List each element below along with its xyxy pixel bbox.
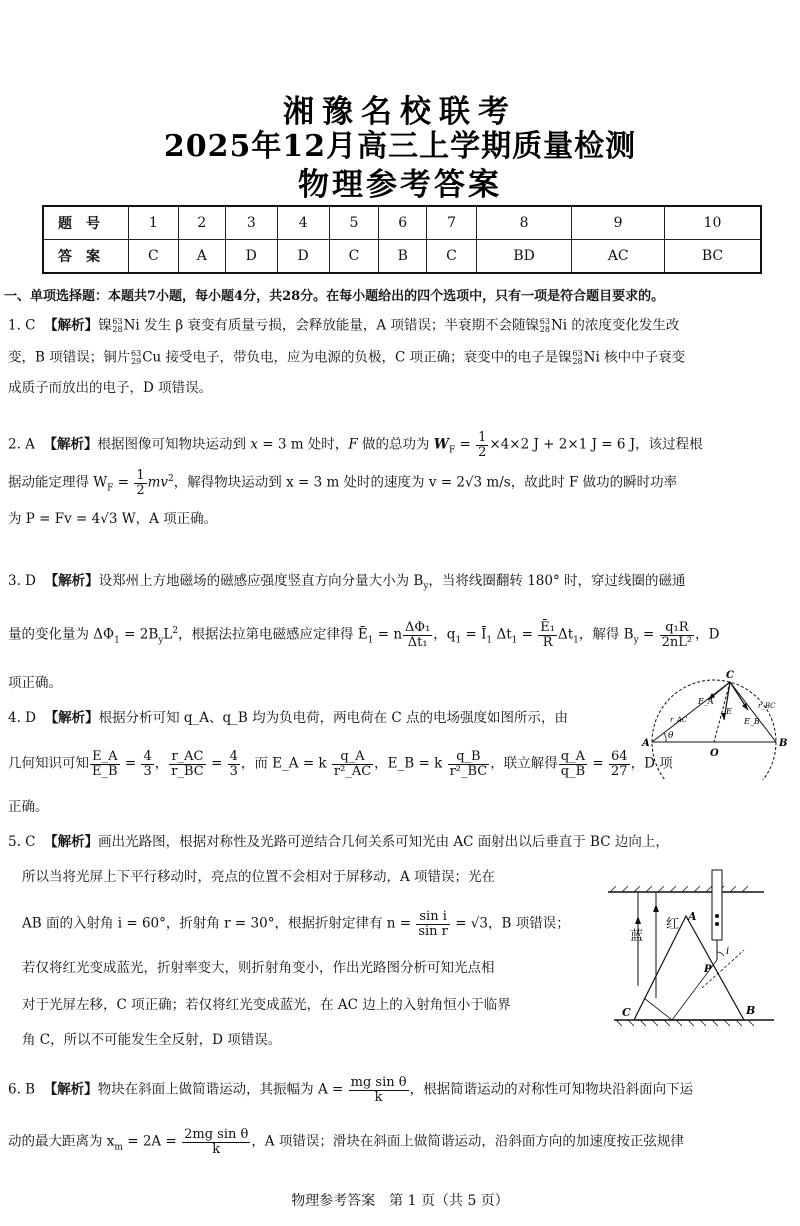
electric-field-diagram (640, 668, 790, 780)
q1-text: Cu 接受电子，带负电，应为电源的负极，C 项正确；衰变中的电子是镍 (142, 349, 572, 366)
q6-analysis-tag: 【解析】 (43, 1081, 98, 1098)
q2-analysis-tag: 【解析】 (43, 436, 98, 453)
question-number: 6 (379, 206, 427, 240)
reflected-ray (644, 998, 672, 1020)
answer-cell: B (379, 240, 427, 274)
answer-cell: BC (664, 240, 761, 274)
fraction: $\frac{1}{2}$ (136, 468, 145, 498)
laser-button (715, 922, 719, 926)
q1-text: 变，B 项错误；铜片 (8, 349, 131, 366)
question-number: 10 (664, 206, 761, 240)
answer-cell: C (329, 240, 379, 274)
q1-text: Ni 核中中子衰变 (583, 349, 686, 366)
answer-cell: A (178, 240, 225, 274)
section-heading-single-choice: 一、单项选择题：本题共7小题，每小题4分，共28分。在每小题给出的四个选项中，只有一项是符合题目要求的。 (4, 289, 665, 304)
question-number-header: 题号 (43, 206, 129, 240)
question-number: 8 (476, 206, 571, 240)
q5-analysis-tag: 【解析】 (44, 834, 99, 850)
theta-label: θ (668, 731, 674, 741)
exam-title-line1: 湘豫名校联考 (283, 94, 517, 130)
prism-optics-diagram (604, 868, 780, 1030)
line-bc (730, 682, 776, 742)
q4-answer: 4. D (8, 710, 36, 726)
point-b-label: B (779, 738, 788, 749)
exam-title-line2: 2025年12月高三上学期质量检测 (163, 129, 637, 164)
laser-pen (712, 870, 722, 940)
q5-answer: 5. C (8, 834, 36, 850)
point-a-label: A (642, 738, 650, 749)
arrow-head (635, 916, 641, 924)
angle-arc (664, 733, 666, 742)
answer-page: 湘豫名校联考 2025年12月高三上学期质量检测 物理参考答案 题号 1 2 3 4 5 6 7 8 9 10 答案 C A D D C B C BD AC BC 一、单项选择题：本题共7小题，每小题4分，共28分。在每小题给出的四个选项中，只有一项是符合题目要求的。 1. C 【解析】镍 63 28 Ni 发生 β 衰变有质量亏损，会释放能量，A 项错误；半衰期不会随镍 63 28 Ni 的浓度变化发生改 变，B 项错误；铜片 63 29 Cu 接受电子，带负电，应为电源的负极，C 项正确；衰变中的电子是镍 63 28 Ni 核中中子衰变 成质子而放出的电子，D 项错误。 2. A 【解析】根据图像可知物块运动到 x = 3 m 处时，F 做的总功为 $W_F$ = $\frac{1}{2}$ ×4×2 J + 2×1 J = 6 J，该过程根 据动能定理得 $W_F$ = $\frac{1}{2}$ $mv^2$，解得物块运动到 x = 3 m 处时的速度为 v = 2√3 m/s，故此时 F 做功的瞬时功率 为 P = Fv = 4√3 W，A 项正确。 3. D 【解析】设郑州上方地磁场的磁感应强度竖直方向分量大小为 $B_y$，当将线圈翻转 180° 时，穿过线圈的磁通 量的变化量为 $\Delta\Phi_1 = 2B_yL^2$，根据法拉第电磁感应定律得 $Ē_1 = n$ $\frac{\text{ΔΦ₁}}{\text{Δt₁}}$ ，$q_1$ = $Ī_1$ $\Delta t_1$ = $\frac{\text{Ē₁}}{R}$ $\Delta t_1$，解得 $B_y$ = $\frac{\text{q₁R}}{\text{2nL²}}$ ，D 项正确。 4. D 【解析】根据分析可知 q_A、q_B 均为负电荷，两电荷在 C 点的电场强度如图所示，由 几何知识可知 $\frac{E\_A}{E\_B}$ = $\frac{4}{3}$ ， $\frac{r\_AC}{r\_BC}$ = $\frac{4}{3}$ ，而 E_A = k $\frac{q\_A}{\text{r²\_AC}}$ ，E_B = k $\frac{q\_B}{\text{r²\_BC}}$ ，联立解得 $\frac{q\_A}{q\_B}$ = $\frac{64}{27}$ ，D 项 正确。 C A B O E_A E_B E r_AC r_BC θ 5. C 【解析】画出光路图，根据对称性及光路可逆结合几何关系可知光由 AC 面射出以后垂直于 BC 边向上， 所以当将光屏上下平行移动时，亮点的位置不会相对于屏移动，A 项错误；光在 AB 面的入射角 i = 60°，折射角 r = 30°，根据折射定律有 n = $\frac{\text{sin i}}{\text{sin r}}$ = √3，B 项错误； 若仅将红光变成蓝光，折射率变大，则折射角变小，作出光路图分析可知光点相 对于光屏左移，C 项正确；若仅将红光变成蓝光，在 AC 边上的入射角恒小于临界 角 C，所以不可能发生全反射，D 项错误。 蓝 红 A B C P i 6. B 【解析】物块在斜面上做简谐运动，其振幅为 A = $\frac{\text{mg sin θ}}{k}$ ，根据简谐运动的对称性可知物块沿斜面向下运 动的最大距离为 $x_m = 2A$ = $\frac{\text{2mg sin θ}}{k}$ ，A 项错误；滑块在斜面上做简谐运动，沿斜面方向的加速度按正弦规律 物理参考答案 第 1 页（共 5 页） (0, 0, 800, 1226)
point-p-label: P (704, 964, 712, 975)
q1-answer: 1. C (8, 317, 36, 334)
ni-isotope: 63 28 (539, 317, 550, 334)
fraction: $\frac{\text{ΔΦ₁}}{\text{Δt₁}}$ (405, 620, 431, 650)
vertex-c-label: C (622, 1006, 631, 1019)
e-label: E (726, 707, 732, 716)
ni-isotope: 63 28 (112, 317, 123, 334)
question-number: 7 (427, 206, 477, 240)
q1-text: 成质子而放出的电子，D 项错误。 (8, 380, 213, 396)
vertex-a-label: A (688, 910, 697, 923)
q6-answer: 6. B (8, 1081, 36, 1098)
fraction: $\frac{\text{Ē₁}}{R}$ (540, 620, 555, 650)
page-footer: 物理参考答案 第 1 页（共 5 页） (291, 1193, 509, 1209)
laser-button (715, 914, 719, 918)
question-number: 5 (329, 206, 379, 240)
q1-analysis-tag: 【解析】 (44, 317, 99, 334)
point-c-label: C (726, 670, 734, 681)
q1-text: Ni 发生 β 衰变有质量亏损，会释放能量，A 项错误；半衰期不会随镍 (123, 317, 539, 334)
blue-light-label: 蓝 (630, 929, 644, 944)
screen-hatching (610, 886, 748, 892)
cu-isotope: 63 29 (131, 349, 142, 366)
answer-table-answer-row (43, 240, 761, 274)
question-number: 4 (277, 206, 329, 240)
ea-label: E_A (698, 697, 714, 706)
answer-header: 答案 (43, 240, 129, 274)
exam-title-line3: 物理参考答案 (298, 167, 502, 203)
answer-cell: BD (476, 240, 571, 274)
q1-text: 镍 (98, 317, 112, 334)
answer-cell: D (277, 240, 329, 274)
angle-i-label: i (726, 946, 730, 957)
eb-label: E_B (744, 717, 760, 726)
ground-hatching (616, 1020, 754, 1026)
answer-cell: AC (572, 240, 665, 274)
q2-answer: 2. A (8, 436, 35, 453)
answer-cell: D (225, 240, 277, 274)
answer-cell: C (129, 240, 179, 274)
q1-text: Ni 的浓度变化发生改 (550, 317, 680, 334)
point-o-label: O (710, 748, 719, 759)
answer-table-number-row (43, 206, 761, 240)
question-number: 2 (178, 206, 225, 240)
rbc-label: r_BC (758, 702, 776, 710)
fraction: $\frac{\text{q₁R}}{\text{2nL²}}$ (661, 620, 693, 650)
fraction: $\frac{1}{2}$ (478, 430, 487, 460)
answer-key-table (42, 205, 762, 274)
incidence-arc (717, 952, 724, 956)
red-light-label: 红 (666, 917, 680, 932)
question-number: 1 (129, 206, 179, 240)
arrow-head (653, 904, 659, 912)
prism-triangle (634, 916, 744, 1020)
question-number: 3 (225, 206, 277, 240)
q4-analysis-tag: 【解析】 (44, 710, 99, 726)
ni-isotope: 63 28 (572, 349, 583, 366)
q3-answer: 3. D (8, 573, 36, 589)
q3-analysis-tag: 【解析】 (44, 573, 99, 589)
question-number: 9 (572, 206, 665, 240)
vertex-b-label: B (746, 1004, 756, 1017)
rac-label: r_AC (670, 716, 688, 724)
answer-cell: C (427, 240, 477, 274)
